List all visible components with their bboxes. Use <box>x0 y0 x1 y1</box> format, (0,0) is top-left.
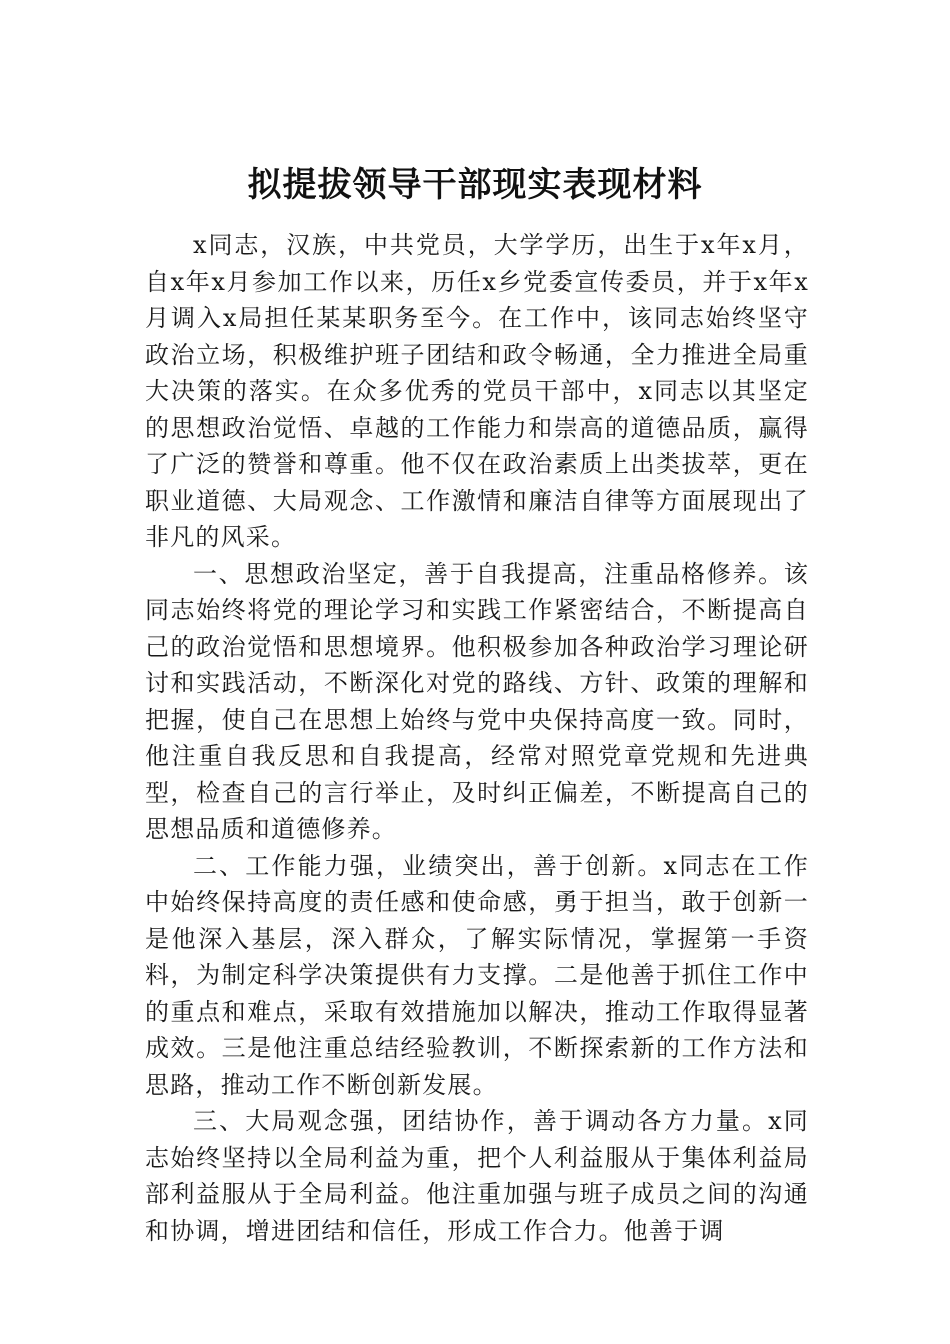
paragraph-section-2: 二、工作能力强，业绩突出，善于创新。x同志在工作中始终保持高度的责任感和使命感，勇于担当，敢于创新一是他深入基层，深入群众，了解实际情况，掌握第一手资料，为制定科学决策提供有力支撑。二是他善于抓住工作中的重点和难点，采取有效措施加以解决，推动工作取得显著成效。三是他注重总结经验教训，不断探索新的工作方法和思路，推动工作不断创新发展。 <box>145 851 809 1099</box>
document-title: 拟提拔领导干部现实表现材料 <box>247 165 703 205</box>
paragraph-intro: x同志，汉族，中共党员，大学学历，出生于x年x月，自x年x月参加工作以来，历任x乡党委宣传委员，并于x年x月调入x局担任某某职务至今。在工作中，该同志始终坚守政治立场，积极维护班子团结和政令畅通，全力推进全局重大决策的落实。在众多优秀的党员干部中，x同志以其坚定的思想政治觉悟、卓越的工作能力和崇高的道德品质，赢得了广泛的赞誉和尊重。他不仅在政治素质上出类拔萃，更在职业道德、大局观念、工作激情和廉洁自律等方面展现出了非凡的风采。 <box>145 231 809 551</box>
document-body <box>145 227 809 1249</box>
paragraph-section-3: 三、大局观念强，团结协作，善于调动各方力量。x同志始终坚持以全局利益为重，把个人利益服从于集体利益局部利益服从于全局利益。他注重加强与班子成员之间的沟通和协调，增进团结和信任，形成工作合力。他善于调 <box>145 1107 809 1245</box>
paragraph-section-1: 一、思想政治坚定，善于自我提高，注重品格修养。该同志始终将党的理论学习和实践工作紧密结合，不断提高自己的政治觉悟和思想境界。他积极参加各种政治学习理论研讨和实践活动，不断深化对党的路线、方针、政策的理解和把握，使自己在思想上始终与党中央保持高度一致。同时，他注重自我反思和自我提高，经常对照党章党规和先进典型，检查自己的言行举止，及时纠正偏差，不断提高自己的思想品质和道德修养。 <box>145 559 809 843</box>
